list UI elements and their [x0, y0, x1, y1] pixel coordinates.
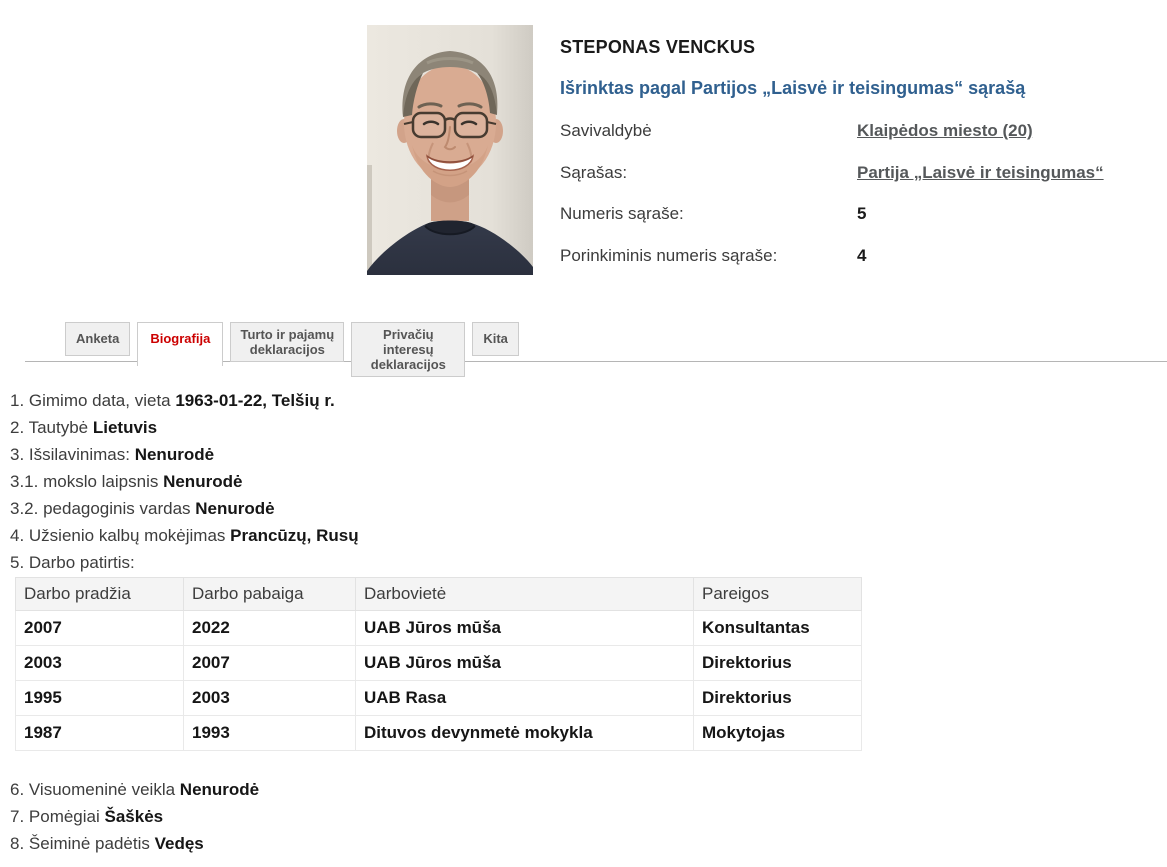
list-number-value: 5 [857, 204, 867, 223]
list-label: Sąrašas: [560, 163, 628, 182]
tab-privaciu-interesu-deklaracijos[interactable]: Privačių interesų deklaracijos [351, 322, 465, 377]
cell-position: Direktorius [694, 646, 862, 681]
municipality-label: Savivaldybė [560, 121, 652, 140]
work-experience-table [15, 577, 862, 751]
candidate-photo-image [367, 25, 533, 275]
cell-position: Direktorius [694, 681, 862, 716]
bio-line-hobbies: 7. Pomėgiai Šaškės [10, 807, 164, 826]
bio-line-pedagogical-title: 3.2. pedagoginis vardas Nenurodė [10, 499, 275, 518]
bio-line-nationality: 2. Tautybė Lietuvis [10, 418, 158, 437]
info-row-list [560, 163, 1167, 183]
bio-line-public-activity: 6. Visuomeninė veikla Nenurodė [10, 780, 260, 799]
tab-anketa[interactable]: Anketa [65, 322, 130, 356]
municipality-link[interactable]: Klaipėdos miesto (20) [857, 121, 1033, 140]
col-header-start: Darbo pradžia [16, 578, 184, 611]
biography-content [10, 387, 1160, 857]
postelection-number-value: 4 [857, 246, 867, 265]
bio-line-marital-status: 8. Šeiminė padėtis Vedęs [10, 834, 204, 853]
cell-position: Mokytojas [694, 716, 862, 751]
candidate-name: STEPONAS VENCKUS [560, 37, 756, 57]
table-row [16, 681, 862, 716]
list-number-label: Numeris sąraše: [560, 204, 684, 223]
cell-workplace: UAB Jūros mūša [356, 611, 694, 646]
col-header-position: Pareigos [694, 578, 862, 611]
cell-end: 1993 [184, 716, 356, 751]
table-row [16, 611, 862, 646]
cell-workplace: UAB Rasa [356, 681, 694, 716]
cell-start: 2003 [16, 646, 184, 681]
cell-workplace: UAB Jūros mūša [356, 646, 694, 681]
bio-line-languages: 4. Užsienio kalbų mokėjimas Prancūzų, Rusų [10, 526, 359, 545]
elected-statement: Išrinktas pagal Partijos „Laisvė ir teisingumas“ sąrašą [560, 78, 1026, 98]
bio-line-science-degree: 3.1. mokslo laipsnis Nenurodė [10, 472, 243, 491]
cell-start: 1995 [16, 681, 184, 716]
cell-position: Konsultantas [694, 611, 862, 646]
tab-biografija[interactable]: Biografija [137, 322, 223, 366]
party-list-link[interactable]: Partija „Laisvė ir teisingumas“ [857, 163, 1104, 182]
cell-end: 2007 [184, 646, 356, 681]
postelection-number-label: Porinkiminis numeris sąraše: [560, 246, 778, 265]
info-row-municipality [560, 121, 1167, 141]
table-row [16, 716, 862, 751]
table-row [16, 646, 862, 681]
info-row-postelection-number [560, 246, 1167, 266]
tab-turto-deklaracijos[interactable]: Turto ir pajamų deklaracijos [230, 322, 344, 362]
col-header-end: Darbo pabaiga [184, 578, 356, 611]
cell-end: 2022 [184, 611, 356, 646]
candidate-photo [367, 25, 533, 275]
tab-bar [25, 322, 1167, 372]
cell-end: 2003 [184, 681, 356, 716]
cell-start: 2007 [16, 611, 184, 646]
cell-workplace: Dituvos devynmetė mokykla [356, 716, 694, 751]
table-header-row [16, 578, 862, 611]
bio-line-birth: 1. Gimimo data, vieta 1963-01-22, Telšių r. [10, 391, 335, 410]
cell-start: 1987 [16, 716, 184, 751]
tab-kita[interactable]: Kita [472, 322, 519, 356]
bio-line-work-experience: 5. Darbo patirtis: [10, 553, 135, 572]
info-row-list-number [560, 204, 1167, 224]
biography-after-table [10, 776, 1160, 857]
bio-line-education: 3. Išsilavinimas: Nenurodė [10, 445, 215, 464]
col-header-workplace: Darbovietė [356, 578, 694, 611]
